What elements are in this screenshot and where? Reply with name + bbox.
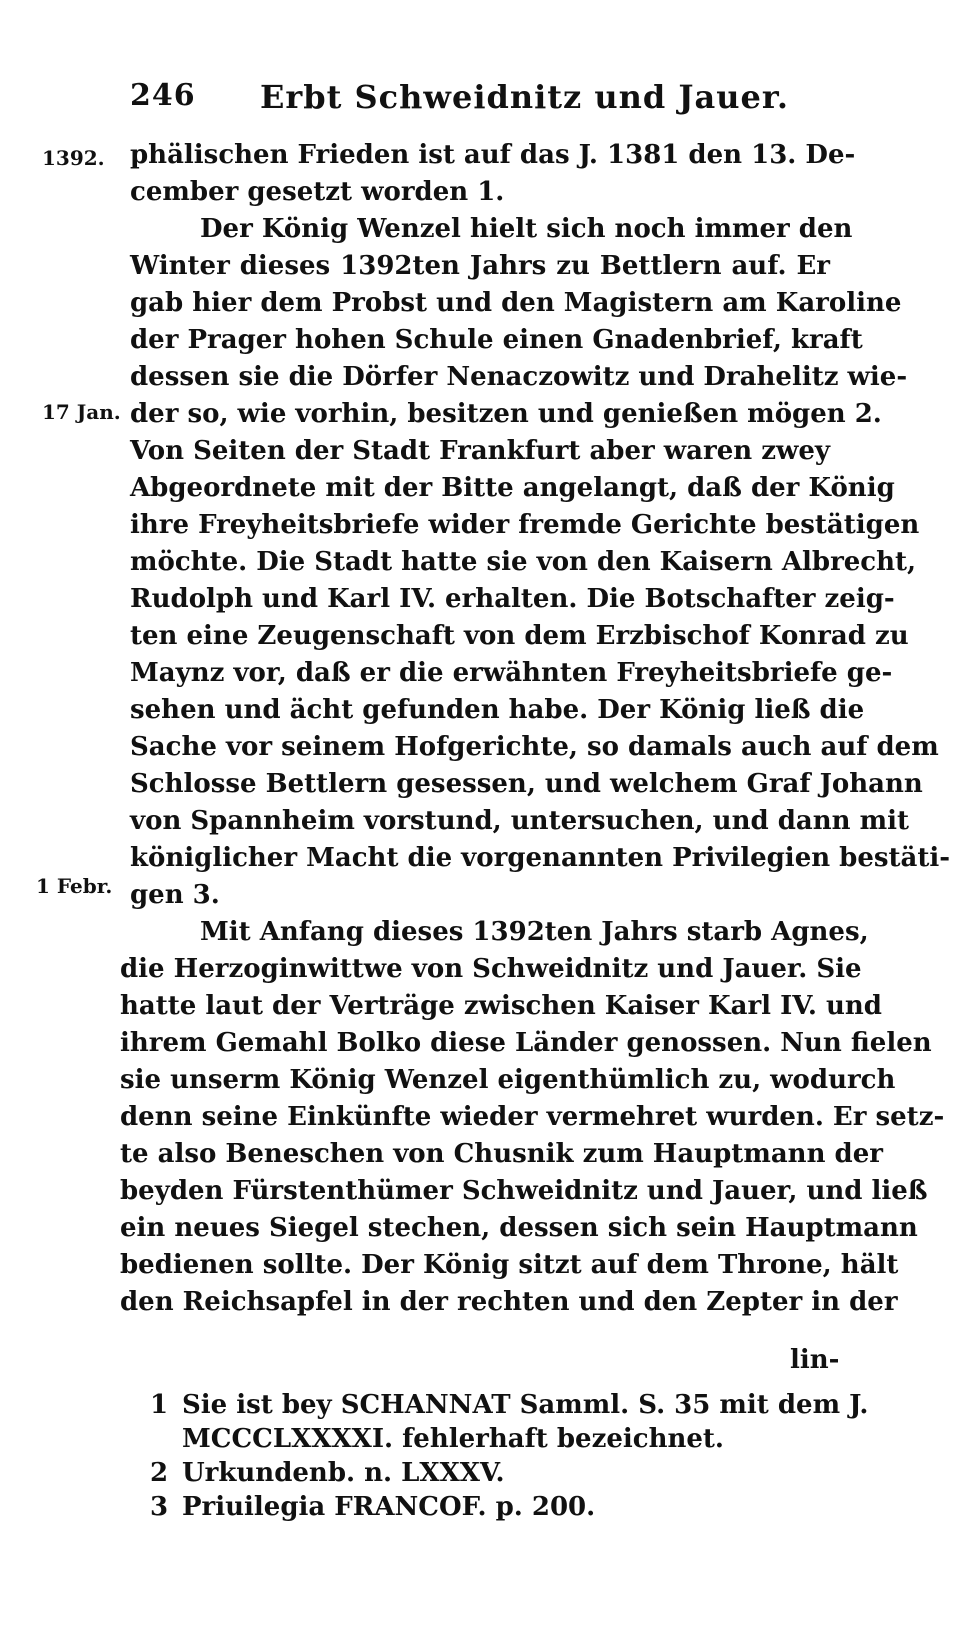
text-line: Der König Wenzel hielt sich noch immer den	[200, 214, 853, 244]
text-line: Rudolph und Karl IV. erhalten. Die Botschafter zeig-	[130, 584, 895, 614]
text-line: den Reichsapfel in der rechten und den Zepter in der	[120, 1287, 898, 1317]
text-line: sehen und ächt gefunden habe. Der König ließ die	[130, 695, 865, 725]
text-line: Mit Anfang dieses 1392ten Jahrs starb Agnes,	[200, 917, 869, 947]
footnote-text: Priuilegia FRANCOF. p. 200.	[182, 1492, 596, 1522]
text-line: dessen sie die Dörfer Nenaczowitz und Drahelitz wie-	[130, 362, 908, 392]
text-line: te also Beneschen von Chusnik zum Hauptmann der	[120, 1139, 883, 1169]
footnote	[150, 1492, 595, 1522]
text-line: Winter dieses 1392ten Jahrs zu Bettlern auf. Er	[130, 251, 830, 281]
text-line: gab hier dem Probst und den Magistern am Karoline	[130, 288, 902, 318]
text-line: Sache vor seinem Hofgerichte, so damals auch auf dem	[130, 732, 939, 762]
text-line: ihre Freyheitsbriefe wider fremde Gerichte bestätigen	[130, 510, 920, 540]
footnote	[150, 1458, 505, 1488]
footnote-number: 1	[150, 1390, 169, 1420]
text-line: hatte laut der Verträge zwischen Kaiser Karl IV. und	[120, 991, 882, 1021]
margin-note-jan: 17 Jan.	[42, 400, 121, 424]
text-line: Maynz vor, daß er die erwähnten Freyheitsbriefe ge-	[130, 658, 893, 688]
footnote-text: MCCCLXXXXI. fehlerhaft bezeichnet.	[182, 1424, 724, 1454]
footnote-number: 2	[150, 1458, 169, 1488]
margin-note-feb: 1 Febr.	[36, 874, 113, 898]
text-line: Schlosse Bettlern gesessen, und welchem Graf Johann	[130, 769, 923, 799]
footnote-text: Sie ist bey SCHANNAT Samml. S. 35 mit dem J.	[182, 1390, 869, 1420]
text-line: phälischen Frieden ist auf das J. 1381 den 13. De-	[130, 140, 856, 170]
text-line: der Prager hohen Schule einen Gnadenbrief, kraft	[130, 325, 863, 355]
page-header	[130, 78, 810, 118]
text-line: denn seine Einkünfte wieder vermehret wurden. Er setz-	[120, 1102, 945, 1132]
footnote-number: 3	[150, 1492, 169, 1522]
footnote	[182, 1424, 724, 1454]
text-line: von Spannheim vorstund, untersuchen, und dann mit	[130, 806, 909, 836]
text-line: königlicher Macht die vorgenannten Privilegien bestäti-	[130, 843, 951, 873]
text-line: cember gesetzt worden 1.	[130, 177, 505, 207]
text-line: die Herzoginwittwe von Schweidnitz und Jauer. Sie	[120, 954, 862, 984]
text-line: möchte. Die Stadt hatte sie von den Kaisern Albrecht,	[130, 547, 917, 577]
text-line: ten eine Zeugenschaft von dem Erzbischof Konrad zu	[130, 621, 909, 651]
catchword: lin-	[790, 1345, 840, 1375]
text-line: ihrem Gemahl Bolko diese Länder genossen. Nun fielen	[120, 1028, 932, 1058]
text-line: ein neues Siegel stechen, dessen sich sein Hauptmann	[120, 1213, 918, 1243]
footnote-text: Urkundenb. n. LXXXV.	[182, 1458, 505, 1488]
text-line: der so, wie vorhin, besitzen und genießen mögen 2.	[130, 399, 882, 429]
margin-note-year: 1392.	[42, 146, 105, 170]
running-title: Erbt Schweidnitz und Jauer.	[260, 78, 789, 116]
text-line: gen 3.	[130, 880, 220, 910]
footnote	[150, 1390, 868, 1420]
text-line: beyden Fürstenthümer Schweidnitz und Jauer, und ließ	[120, 1176, 928, 1206]
text-line: sie unserm König Wenzel eigenthümlich zu, wodurch	[120, 1065, 896, 1095]
text-line: Abgeordnete mit der Bitte angelangt, daß der König	[130, 473, 895, 503]
text-line: Von Seiten der Stadt Frankfurt aber waren zwey	[130, 436, 830, 466]
page-number: 246	[130, 78, 196, 113]
text-line: bedienen sollte. Der König sitzt auf dem Throne, hält	[120, 1250, 899, 1280]
